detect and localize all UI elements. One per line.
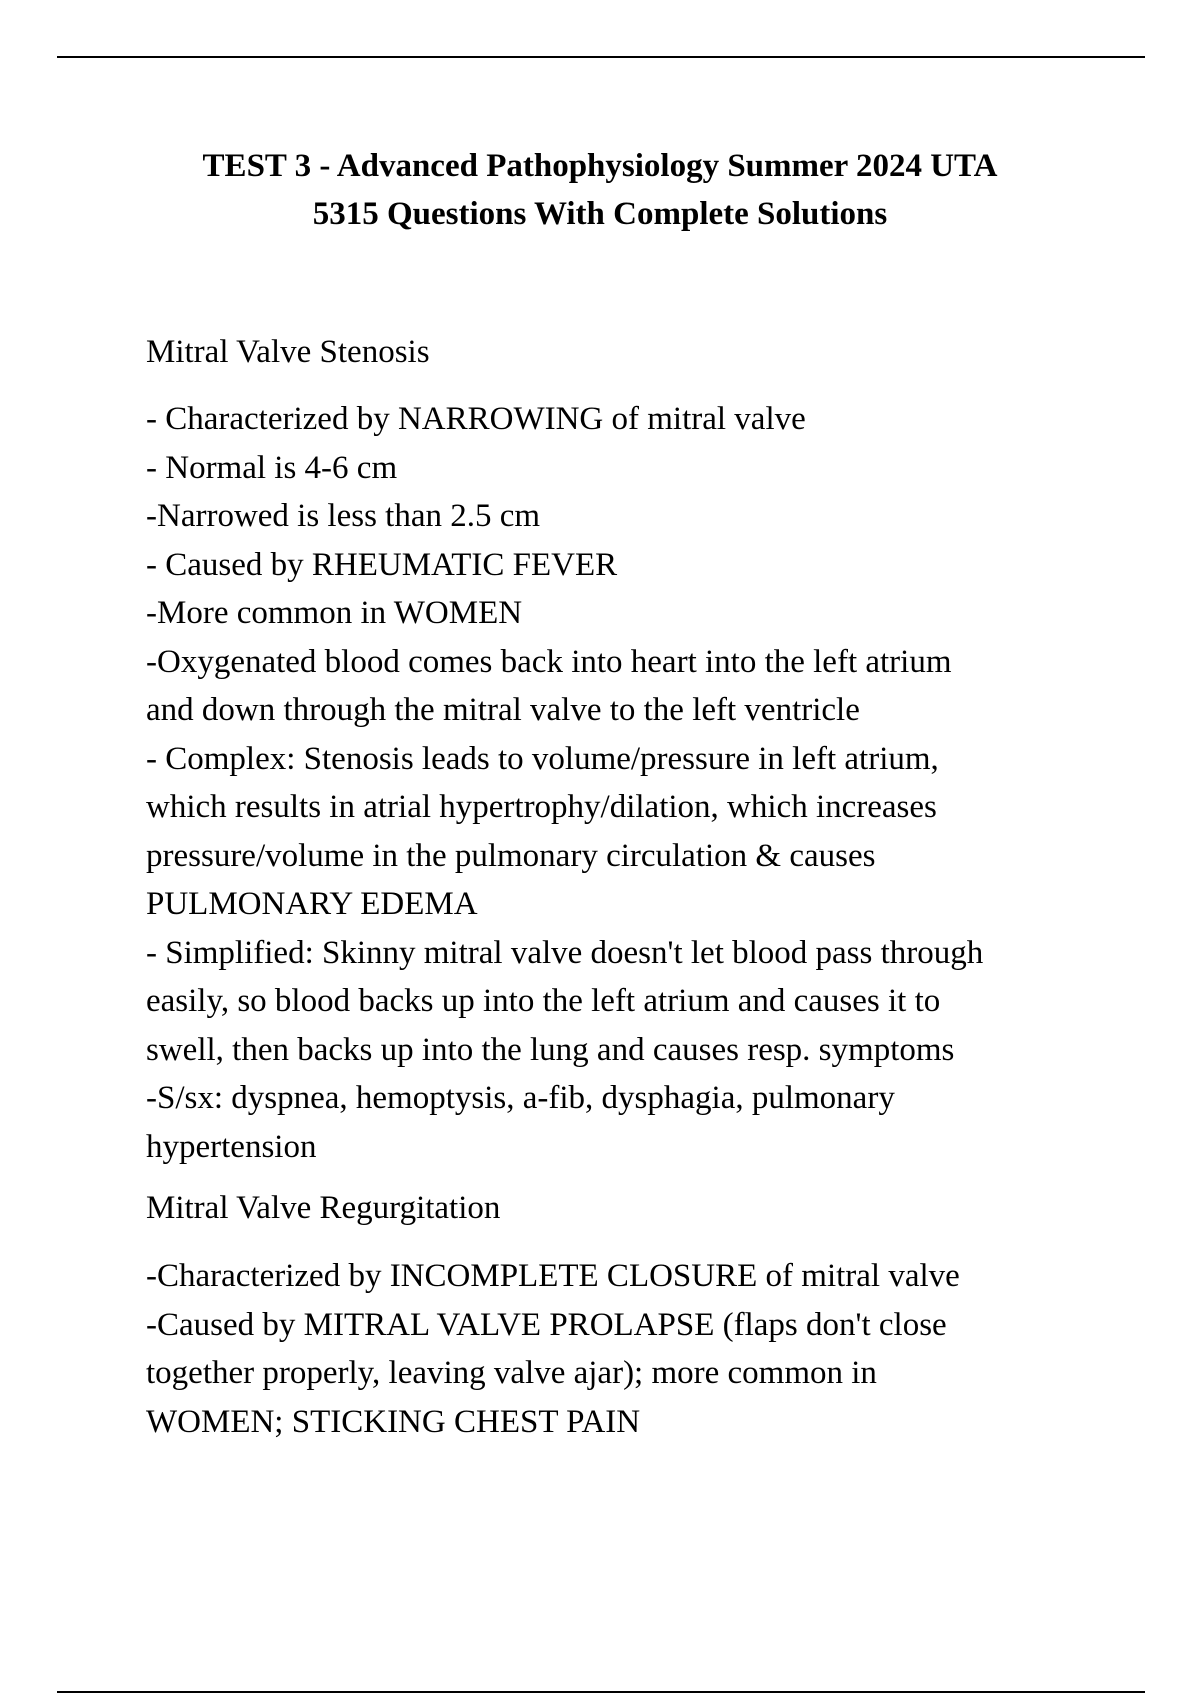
title-line: TEST 3 - Advanced Pathophysiology Summer 2024 UTA: [202, 148, 998, 184]
body-line: which results in atrial hypertrophy/dilation, which increases: [146, 789, 937, 825]
section-heading-mitral-valve-stenosis: Mitral Valve Stenosis: [146, 334, 430, 370]
body-line: - Characterized by NARROWING of mitral valve: [146, 401, 806, 437]
section-body-mitral-valve-regurgitation: [146, 1252, 1106, 1446]
body-line: -Characterized by INCOMPLETE CLOSURE of mitral valve: [146, 1258, 960, 1294]
body-line: swell, then backs up into the lung and causes resp. symptoms: [146, 1031, 955, 1068]
body-line: together properly, leaving valve ajar); more common in: [146, 1355, 877, 1391]
body-line: -Oxygenated blood comes back into heart into the left atrium: [146, 643, 952, 680]
body-line: -Narrowed is less than 2.5 cm: [146, 498, 541, 534]
top-rule: [57, 56, 1145, 58]
body-line: hypertension: [146, 1128, 317, 1165]
body-line: - Simplified: Skinny mitral valve doesn't let blood pass through: [146, 934, 984, 971]
body-line: - Complex: Stenosis leads to volume/pressure in left atrium,: [146, 740, 939, 777]
section-body-mitral-valve-stenosis: [146, 395, 1106, 1171]
body-line: - Caused by RHEUMATIC FEVER: [146, 546, 618, 583]
title-line: 5315 Questions With Complete Solutions: [312, 196, 888, 232]
document-title: [100, 142, 1100, 238]
body-line: -More common in WOMEN: [146, 595, 523, 631]
body-line: pressure/volume in the pulmonary circulation & causes: [146, 837, 876, 874]
body-line: -S/sx: dyspnea, hemoptysis, a-fib, dysphagia, pulmonary: [146, 1080, 895, 1116]
section-heading-mitral-valve-regurgitation: Mitral Valve Regurgitation: [146, 1190, 501, 1226]
body-line: -Caused by MITRAL VALVE PROLAPSE (flaps don't close: [146, 1306, 947, 1343]
body-line: PULMONARY EDEMA: [146, 886, 478, 922]
body-line: - Normal is 4-6 cm: [146, 449, 398, 486]
body-line: and down through the mitral valve to the left ventricle: [146, 692, 860, 728]
body-line: WOMEN; STICKING CHEST PAIN: [146, 1403, 641, 1440]
body-line: easily, so blood backs up into the left atrium and causes it to: [146, 983, 941, 1019]
bottom-rule: [57, 1691, 1145, 1693]
